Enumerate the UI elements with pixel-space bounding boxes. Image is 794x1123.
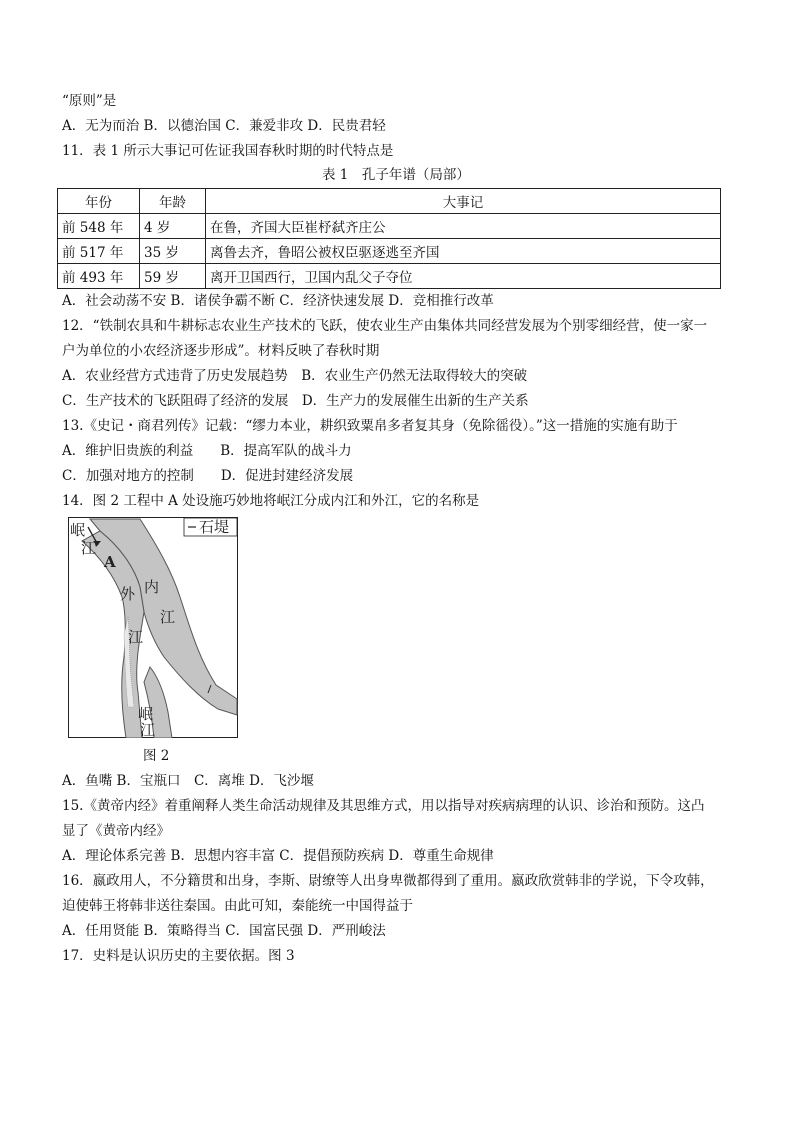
header-age: 年龄 (140, 189, 206, 214)
label-min-bottom-1: 岷 (138, 705, 154, 723)
header-events: 大事记 (206, 189, 721, 214)
q14-options: A．鱼嘴 B．宝瓶口 C．离堆 D．飞沙堰 (62, 773, 314, 789)
label-point-a: A (104, 553, 116, 571)
q11-options: A．社会动荡不安 B．诸侯争霸不断 C．经济快速发展 D．竞相推行改革 (62, 293, 494, 309)
cell-age: 4 岁 (140, 214, 206, 239)
cell-year: 前 517 年 (58, 239, 140, 264)
q11-stem: 11．表 1 所示大事记可佐证我国春秋时期的时代特点是 (62, 143, 394, 159)
cell-year: 前 548 年 (58, 214, 140, 239)
table-row (58, 239, 721, 264)
label-neijiang-1: 内 (144, 578, 160, 596)
table-row (58, 264, 721, 289)
legend (184, 518, 237, 536)
q17-stem: 17．史料是认识历史的主要依据。图 3 (62, 948, 295, 964)
label-waijiang-1: 外 (120, 585, 136, 603)
q16-options: A．任用贤能 B．策略得当 C．国富民强 D．严刑峻法 (62, 923, 386, 939)
q13-options-ab: A．维护旧贵族的利益 B．提高军队的战斗力 (62, 443, 352, 459)
q12-options-ab: A．农业经营方式违背了历史发展趋势 B．农业生产仍然无法取得较大的突破 (62, 368, 528, 384)
legend-label: 石堤 (199, 518, 230, 536)
q15-stem-2: 显了《黄帝内经》 (62, 823, 170, 839)
cell-event: 离开卫国西行，卫国内乱父子夺位 (206, 264, 721, 289)
label-waijiang-2: 江 (128, 628, 144, 646)
q10-options: A．无为而治 B．以德治国 C．兼爱非攻 D．民贵君轻 (62, 118, 386, 134)
q15-options: A．理论体系完善 B．思想内容丰富 C．提倡预防疾病 D．尊重生命规律 (62, 848, 494, 864)
q12-stem-1: 12．“铁制农具和牛耕标志农业生产技术的飞跃，使农业生产由集体共同经营发展为个别零细经营，使一家一 (62, 318, 708, 334)
q15-stem-1: 15.《黄帝内经》着重阐释人类生命活动规律及其思维方式，用以指导对疾病病理的认识、诊治和预防。这凸 (62, 798, 705, 814)
river-map (68, 517, 238, 738)
q12-stem-2: 户为单位的小农经济逐步形成”。材料反映了春秋时期 (62, 343, 380, 359)
label-min-top-1: 岷 (70, 521, 86, 539)
q12-options-cd: C．生产技术的飞跃阻碍了经济的发展 D．生产力的发展催生出新的生产关系 (62, 393, 529, 409)
q16-stem-1: 16．嬴政用人，不分籍贯和出身，李斯、尉缭等人出身卑微都得到了重用。嬴政欣赏韩非的学说，下令攻韩， (62, 873, 714, 889)
figure-caption: 图 2 (143, 748, 170, 764)
confucius-chronology-table (57, 188, 721, 289)
cell-age: 59 岁 (140, 264, 206, 289)
cell-age: 35 岁 (140, 239, 206, 264)
table-header-row (58, 189, 721, 214)
table-row (58, 214, 721, 239)
cell-year: 前 493 年 (58, 264, 140, 289)
dujiangyan-figure (68, 517, 238, 738)
q16-stem-2: 迫使韩王将韩非送往秦国。由此可知，秦能统一中国得益于 (62, 898, 413, 914)
q13-stem: 13.《史记・商君列传》记载：“缪力本业，耕织致粟帛多者复其身（免除徭役）。”这一措施的实施有助于 (62, 418, 678, 434)
label-min-bottom-2: 江 (140, 721, 156, 738)
label-min-top-2: 江 (81, 539, 97, 557)
q14-stem: 14．图 2 工程中 A 处设施巧妙地将岷江分成内江和外江，它的名称是 (62, 493, 480, 509)
header-year: 年份 (58, 189, 140, 214)
table-caption: 表 1 孔子年谱（局部） (322, 167, 470, 183)
cell-event: 在鲁，齐国大臣崔杼弑齐庄公 (206, 214, 721, 239)
q13-options-cd: C．加强对地方的控制 D．促进封建经济发展 (62, 468, 354, 484)
cell-event: 离鲁去齐，鲁昭公被权臣驱逐逃至齐国 (206, 239, 721, 264)
q10-stem-tail: “原则”是 (62, 93, 117, 109)
label-neijiang-2: 江 (160, 608, 176, 626)
